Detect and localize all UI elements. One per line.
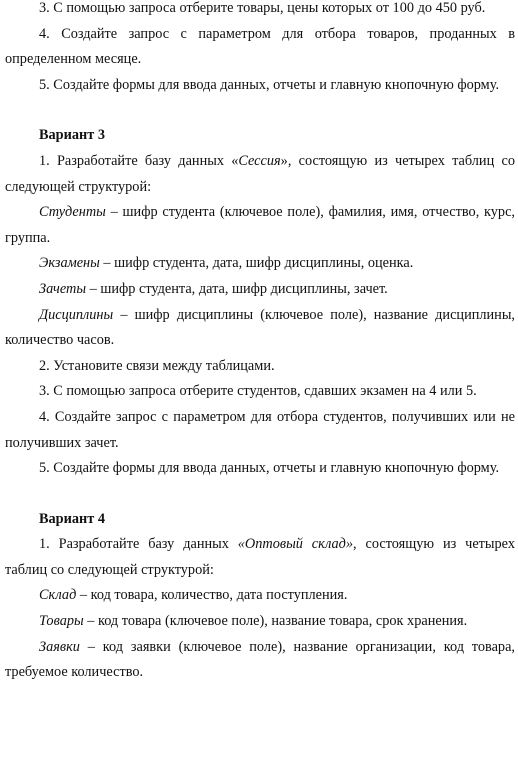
variant-3-item-5: 5. Создайте формы для ввода данных, отчеты и главную кнопочную форму. [39, 460, 500, 477]
table-fields: – код товара (ключевое поле), название товара, срок хранения. [83, 613, 468, 630]
item-text: , состоящую из четырех таблиц со следующей структурой: [5, 536, 515, 578]
item-text: 1. Разработайте базу данных [39, 536, 238, 553]
database-name: Сессия [238, 152, 281, 169]
section-spacer [5, 98, 515, 123]
table-fields: – шифр студента, дата, шифр дисциплины, оценка. [99, 255, 414, 272]
table-name: Заявки [39, 638, 80, 655]
table-fields: – шифр студента, дата, шифр дисциплины, зачет. [86, 280, 388, 297]
variant-3-item-3: 3. С помощью запроса отберите студентов, сдавших экзамен на 4 или 5. [39, 383, 477, 400]
table-description [5, 583, 515, 609]
table-name: Экзамены [39, 255, 100, 272]
variant-3-heading: Вариант 3 [39, 127, 106, 144]
table-description [5, 303, 515, 354]
table-name: Дисциплины [39, 306, 114, 323]
table-fields: – код товара, количество, дата поступления. [76, 587, 348, 604]
table-description [5, 635, 515, 686]
task-item-3: 3. С помощью запроса отберите товары, цены которых от 100 до 450 руб. [39, 0, 486, 16]
variant-3-item-4: 4. Создайте запрос с параметром для отбора студентов, получивших или не получивших зачет. [5, 408, 515, 451]
variant-4-item-1 [5, 532, 515, 583]
section-spacer [5, 482, 515, 507]
database-name: «Оптовый склад» [237, 536, 354, 553]
table-name: Склад [39, 587, 77, 604]
task-item-4: 4. Создайте запрос с параметром для отбора товаров, проданных в определенном месяце. [5, 25, 515, 68]
table-name: Товары [39, 613, 84, 630]
variant-3-item-1 [5, 149, 515, 200]
task-item-5: 5. Создайте формы для ввода данных, отчеты и главную кнопочную форму. [39, 76, 500, 93]
table-fields: – шифр дисциплины (ключевое поле), название дисциплины, количество часов. [5, 306, 515, 349]
table-description [5, 609, 515, 635]
table-description [5, 251, 515, 277]
table-fields: – код заявки (ключевое поле), название организации, код товара, требуемое количество. [5, 638, 515, 681]
item-text: », состоящую из четырех таблиц со следующей структурой: [5, 152, 515, 195]
item-text: 1. Разработайте базу данных « [39, 152, 239, 169]
table-name: Студенты [39, 204, 106, 221]
variant-3-item-2: 2. Установите связи между таблицами. [39, 357, 275, 374]
table-description [5, 200, 515, 251]
table-fields: – шифр студента (ключевое поле), фамилия, имя, отчество, курс, группа. [5, 204, 515, 246]
table-description [5, 277, 515, 303]
variant-4-heading: Вариант 4 [39, 510, 106, 527]
table-name: Зачеты [39, 280, 87, 297]
